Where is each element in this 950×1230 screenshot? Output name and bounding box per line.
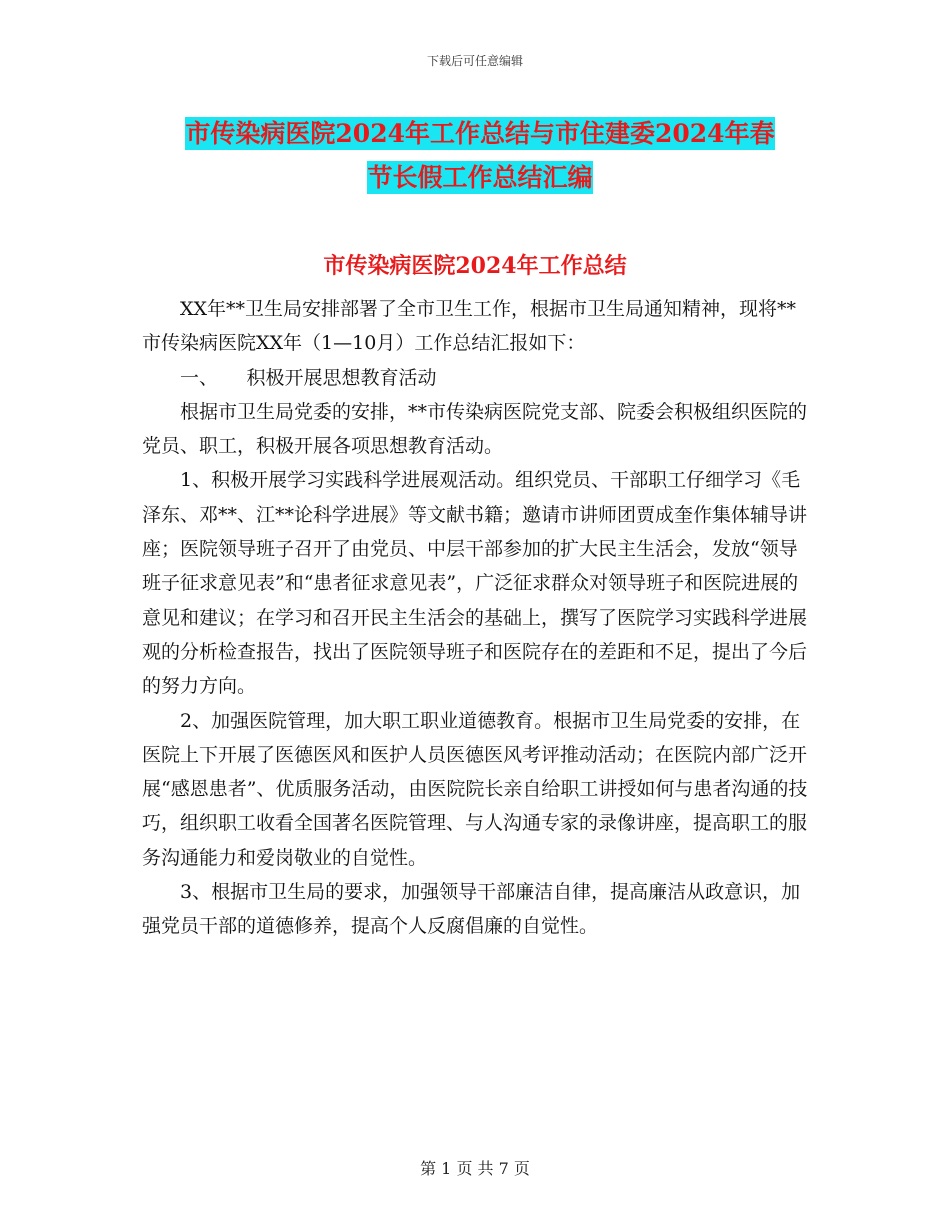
paragraph: 根据市卫生局党委的安排，**市传染病医院党支部、院委会积极组织医院的党员、职工，积极开展各项思想教育活动。 — [142, 400, 808, 458]
paragraph-intro: XX年**卫生局安排部署了全市卫生工作，根据市卫生局通知精神，现将**市传染病医院XX年（1—10月）工作总结汇报如下： — [142, 298, 797, 355]
title-line-2: 节长假工作总结汇编 — [367, 163, 593, 192]
section-title: 市传染病医院2024年工作总结 — [323, 253, 627, 279]
document-body — [142, 292, 812, 944]
paragraph-item-2: 2、加强医院管理，加大职工职业道德教育。根据市卫生局党委的安排，在医院上下开展了医德医风和医护人员医德医风考评推动活动；在医院内部广泛开展“感恩患者”、优质服务活动，由医院院长亲自给职工讲授如何与患者沟通的技巧，组织职工收看全国著名医院管理、与人沟通专家的录像讲座，提高职工的服务沟通能力和爱岗敬业的自觉性。 — [142, 709, 808, 869]
paragraph-item-3: 3、根据市卫生局的要求，加强领导干部廉洁自律，提高廉洁从政意识，加强党员干部的道德修养，提高个人反腐倡廉的自觉性。 — [142, 881, 801, 938]
header-note: 下载后可任意编辑 — [426, 54, 523, 68]
paragraph-item-1: 1、积极开展学习实践科学进展观活动。组织党员、干部职工仔细学习《毛泽东、邓**、江**论科学进展》等文献书籍；邀请市讲师团贾成奎作集体辅导讲座；医院领导班子召开了由党员、中层干部参加的扩大民主生活会，发放“领导班子征求意见表”和“患者征求意见表”，广泛征求群众对领导班子和医院进展的意见和建议；在学习和召开民主生活会的基础上，撰写了医院学习实践科学进展观的分析检查报告，找出了医院领导班子和医院存在的差距和不足，提出了今后的努力方向。 — [142, 469, 808, 698]
document-title — [145, 112, 815, 200]
title-line-1: 市传染病医院2024年工作总结与市住建委2024年春 — [185, 119, 775, 148]
heading-item-1: 一、 积极开展思想教育活动 — [180, 366, 437, 389]
page-number-footer: 第 1 页 共 7 页 — [420, 1159, 530, 1178]
